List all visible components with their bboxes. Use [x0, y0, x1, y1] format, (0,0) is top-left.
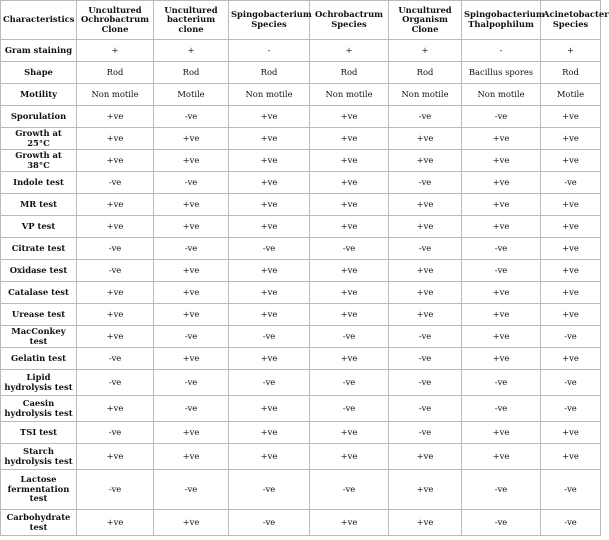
table-cell: -ve	[77, 470, 154, 510]
column-header: Uncultured Ochrobactrum Clone	[77, 1, 154, 40]
table-cell: +ve	[229, 282, 310, 304]
table-cell: +ve	[389, 260, 462, 282]
table-cell: -ve	[229, 470, 310, 510]
table-cell: +	[77, 40, 154, 62]
table-row	[1, 238, 601, 260]
table-cell: +ve	[389, 470, 462, 510]
table-cell: +ve	[77, 194, 154, 216]
table-cell: -ve	[462, 106, 541, 128]
table-row	[1, 84, 601, 106]
table-cell: -ve	[77, 260, 154, 282]
table-cell: +ve	[541, 194, 601, 216]
table-cell: -ve	[77, 238, 154, 260]
row-label: Growth at 25°C	[1, 128, 77, 150]
table-cell: +ve	[462, 348, 541, 370]
table-cell: +ve	[310, 216, 389, 238]
table-cell: +ve	[154, 444, 229, 470]
table-cell: +ve	[229, 444, 310, 470]
column-header: Characteristics	[1, 1, 77, 40]
table-cell: -ve	[310, 470, 389, 510]
table-row	[1, 304, 601, 326]
row-label: Sporulation	[1, 106, 77, 128]
table-cell: +ve	[541, 444, 601, 470]
table-cell: -ve	[229, 510, 310, 536]
table-cell: +ve	[389, 194, 462, 216]
table-cell: +ve	[229, 150, 310, 172]
table-cell: +ve	[229, 194, 310, 216]
table-cell: +ve	[229, 106, 310, 128]
table-cell: Rod	[389, 62, 462, 84]
table-cell: +ve	[462, 282, 541, 304]
table-cell: -ve	[154, 370, 229, 396]
row-label: Gelatin test	[1, 348, 77, 370]
table-cell: -ve	[154, 106, 229, 128]
table-row	[1, 282, 601, 304]
table-cell: -ve	[229, 326, 310, 348]
table-cell: Non motile	[229, 84, 310, 106]
table-cell: -ve	[389, 106, 462, 128]
table-cell: +ve	[154, 194, 229, 216]
table-cell: +ve	[541, 150, 601, 172]
table-cell: +ve	[462, 150, 541, 172]
table-cell: +ve	[462, 444, 541, 470]
row-label: Urease test	[1, 304, 77, 326]
table-row	[1, 106, 601, 128]
table-cell: Rod	[154, 62, 229, 84]
table-cell: -ve	[462, 260, 541, 282]
row-label: Carbohydrate test	[1, 510, 77, 536]
column-header: Uncultured bacterium clone	[154, 1, 229, 40]
table-cell: +ve	[154, 304, 229, 326]
table-cell: -ve	[389, 238, 462, 260]
table-cell: -ve	[77, 422, 154, 444]
table-row	[1, 216, 601, 238]
table-cell: -ve	[389, 348, 462, 370]
column-header: Spingobacterium Thalpophilum	[462, 1, 541, 40]
table-row	[1, 444, 601, 470]
row-label: Lactose fermentation test	[1, 470, 77, 510]
table-cell: +ve	[462, 304, 541, 326]
header-row	[1, 1, 601, 40]
table-cell: +ve	[389, 444, 462, 470]
row-label: Shape	[1, 62, 77, 84]
table-cell: +ve	[77, 216, 154, 238]
table-cell: +ve	[310, 422, 389, 444]
table-cell: -ve	[310, 326, 389, 348]
table-cell: Non motile	[310, 84, 389, 106]
table-cell: +ve	[77, 326, 154, 348]
table-cell: +ve	[310, 150, 389, 172]
table-cell: -ve	[229, 238, 310, 260]
table-cell: +ve	[462, 422, 541, 444]
row-label: TSI test	[1, 422, 77, 444]
table-cell: +ve	[541, 238, 601, 260]
table-cell: -ve	[462, 396, 541, 422]
table-cell: +ve	[154, 260, 229, 282]
table-cell: +ve	[462, 128, 541, 150]
table-cell: -ve	[389, 396, 462, 422]
table-cell: -ve	[541, 326, 601, 348]
column-header: Spingobacterium Species	[229, 1, 310, 40]
table-cell: -ve	[77, 172, 154, 194]
table-row	[1, 40, 601, 62]
table-cell: +ve	[310, 444, 389, 470]
table-row	[1, 128, 601, 150]
table-cell: +ve	[154, 510, 229, 536]
table-cell: -ve	[462, 370, 541, 396]
table-cell: -ve	[389, 172, 462, 194]
table-cell: -ve	[154, 172, 229, 194]
table-row	[1, 326, 601, 348]
row-label: Motility	[1, 84, 77, 106]
table-cell: +ve	[310, 128, 389, 150]
table-cell: Rod	[77, 62, 154, 84]
table-cell: Rod	[310, 62, 389, 84]
table-cell: +ve	[77, 510, 154, 536]
table-cell: +	[310, 40, 389, 62]
table-cell: +ve	[154, 216, 229, 238]
table-cell: +	[541, 40, 601, 62]
row-label: MacConkey test	[1, 326, 77, 348]
table-cell: +ve	[310, 194, 389, 216]
table-cell: +ve	[229, 348, 310, 370]
table-cell: +ve	[77, 304, 154, 326]
table-cell: +ve	[310, 282, 389, 304]
table-cell: +ve	[389, 216, 462, 238]
table-row	[1, 194, 601, 216]
column-header: Ochrobactrum Species	[310, 1, 389, 40]
table-cell: +ve	[541, 348, 601, 370]
table-cell: +ve	[389, 304, 462, 326]
table-cell: +ve	[389, 128, 462, 150]
table-cell: -ve	[462, 510, 541, 536]
table-cell: +ve	[541, 304, 601, 326]
table-cell: -ve	[541, 510, 601, 536]
table-cell: -ve	[541, 370, 601, 396]
table-cell: -ve	[389, 370, 462, 396]
table-cell: -ve	[77, 348, 154, 370]
table-row	[1, 260, 601, 282]
table-cell: +ve	[229, 304, 310, 326]
table-cell: +ve	[462, 172, 541, 194]
table-row	[1, 422, 601, 444]
table-cell: +ve	[154, 348, 229, 370]
table-cell: +ve	[77, 396, 154, 422]
table-cell: +ve	[310, 172, 389, 194]
table-row	[1, 370, 601, 396]
row-label: MR test	[1, 194, 77, 216]
table-cell: +ve	[310, 348, 389, 370]
table-cell: +ve	[310, 260, 389, 282]
table-cell: -ve	[310, 370, 389, 396]
table-cell: +ve	[541, 106, 601, 128]
table-cell: +ve	[77, 106, 154, 128]
table-cell: +ve	[77, 282, 154, 304]
table-cell: -	[229, 40, 310, 62]
row-label: Citrate test	[1, 238, 77, 260]
table-cell: Non motile	[77, 84, 154, 106]
table-cell: +ve	[541, 282, 601, 304]
table-row	[1, 348, 601, 370]
row-label: Indole test	[1, 172, 77, 194]
table-cell: +ve	[77, 128, 154, 150]
table-cell: +	[154, 40, 229, 62]
table-cell: +ve	[229, 422, 310, 444]
table-cell: +ve	[229, 172, 310, 194]
table-cell: -ve	[541, 470, 601, 510]
row-label: Growth at 38°C	[1, 150, 77, 172]
table-cell: +ve	[389, 282, 462, 304]
table-cell: +ve	[154, 150, 229, 172]
table-cell: +ve	[310, 106, 389, 128]
table-cell: +ve	[541, 422, 601, 444]
row-label: VP test	[1, 216, 77, 238]
table-cell: +ve	[77, 444, 154, 470]
table-cell: -ve	[154, 470, 229, 510]
table-cell: +ve	[154, 282, 229, 304]
table-body	[1, 40, 601, 536]
row-label: Gram staining	[1, 40, 77, 62]
table-cell: -ve	[541, 396, 601, 422]
table-row	[1, 470, 601, 510]
table-cell: -ve	[310, 238, 389, 260]
table-cell: -ve	[310, 396, 389, 422]
column-header: Acinetobacter Species	[541, 1, 601, 40]
row-label: Starch hydrolysis test	[1, 444, 77, 470]
table-cell: -ve	[462, 470, 541, 510]
row-label: Oxidase test	[1, 260, 77, 282]
table-cell: +ve	[389, 150, 462, 172]
table-cell: Non motile	[462, 84, 541, 106]
table-cell: +ve	[541, 216, 601, 238]
table-cell: +ve	[229, 260, 310, 282]
table-cell: Non motile	[389, 84, 462, 106]
table-cell: -ve	[462, 238, 541, 260]
table-cell: +ve	[229, 396, 310, 422]
table-row	[1, 150, 601, 172]
row-label: Caesin hydrolysis test	[1, 396, 77, 422]
row-label: Catalase test	[1, 282, 77, 304]
table-cell: +ve	[462, 216, 541, 238]
table-cell: +	[389, 40, 462, 62]
table-cell: +ve	[229, 128, 310, 150]
table-cell: +ve	[310, 510, 389, 536]
table-cell: -	[462, 40, 541, 62]
table-row	[1, 396, 601, 422]
table-cell: -ve	[77, 370, 154, 396]
table-cell: +ve	[77, 150, 154, 172]
table-row	[1, 510, 601, 536]
table-cell: +ve	[541, 128, 601, 150]
table-cell: -ve	[541, 172, 601, 194]
column-header: Uncultured Organism Clone	[389, 1, 462, 40]
table-cell: +ve	[310, 304, 389, 326]
table-cell: -ve	[154, 396, 229, 422]
table-cell: +ve	[462, 326, 541, 348]
table-cell: Bacillus spores	[462, 62, 541, 84]
table-cell: +ve	[541, 260, 601, 282]
table-cell: +ve	[154, 422, 229, 444]
table-cell: +ve	[154, 128, 229, 150]
table-row	[1, 62, 601, 84]
table-cell: Rod	[541, 62, 601, 84]
table-cell: -ve	[389, 326, 462, 348]
table-cell: -ve	[389, 422, 462, 444]
table-row	[1, 172, 601, 194]
row-label: Lipid hydrolysis test	[1, 370, 77, 396]
table-cell: Motile	[154, 84, 229, 106]
table-cell: Motile	[541, 84, 601, 106]
table-cell: +ve	[462, 194, 541, 216]
table-cell: -ve	[154, 238, 229, 260]
table-cell: +ve	[389, 510, 462, 536]
table-cell: -ve	[229, 370, 310, 396]
table-cell: -ve	[154, 326, 229, 348]
table-cell: Rod	[229, 62, 310, 84]
table-cell: +ve	[229, 216, 310, 238]
